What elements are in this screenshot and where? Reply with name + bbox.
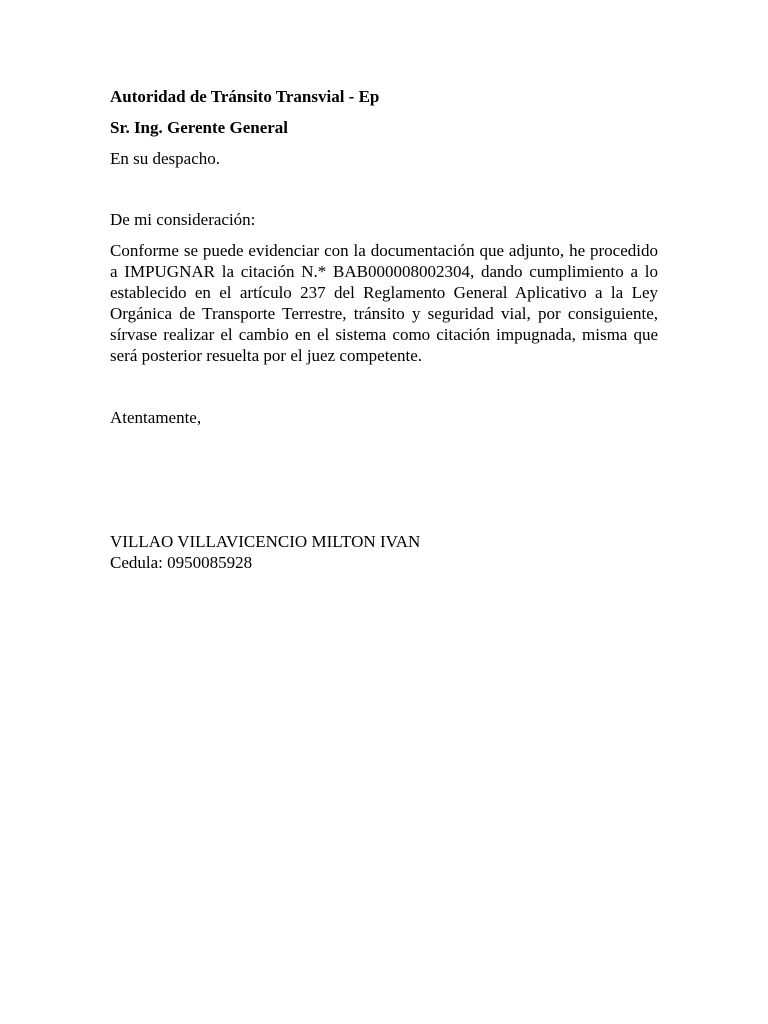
signature-block <box>110 531 658 573</box>
recipient-title: Sr. Ing. Gerente General <box>110 118 289 137</box>
letter-body: Conforme se puede evidenciar con la documentación que adjunto, he procedido a IMPUGNAR la citación N.* BAB000008002304, dando cumplimiento a lo establecido en el artículo 237 del Reglamento General Aplicativo a la Ley Orgánica de Transporte Terrestre, tránsito y seguridad vial, por consiguiente, sírvase realizar el cambio en el sistema como citación impugnada, misma que será posterior resuelta por el juez competente. <box>110 241 658 365</box>
letter-page <box>110 86 658 573</box>
signer-name: VILLAO VILLAVICENCIO MILTON IVAN <box>110 532 421 551</box>
closing: Atentamente, <box>110 408 202 427</box>
salutation: De mi consideración: <box>110 210 256 229</box>
signer-id: Cedula: 0950085928 <box>110 553 253 572</box>
recipient-location: En su despacho. <box>110 149 221 168</box>
recipient-organization: Autoridad de Tránsito Transvial - Ep <box>110 87 380 106</box>
